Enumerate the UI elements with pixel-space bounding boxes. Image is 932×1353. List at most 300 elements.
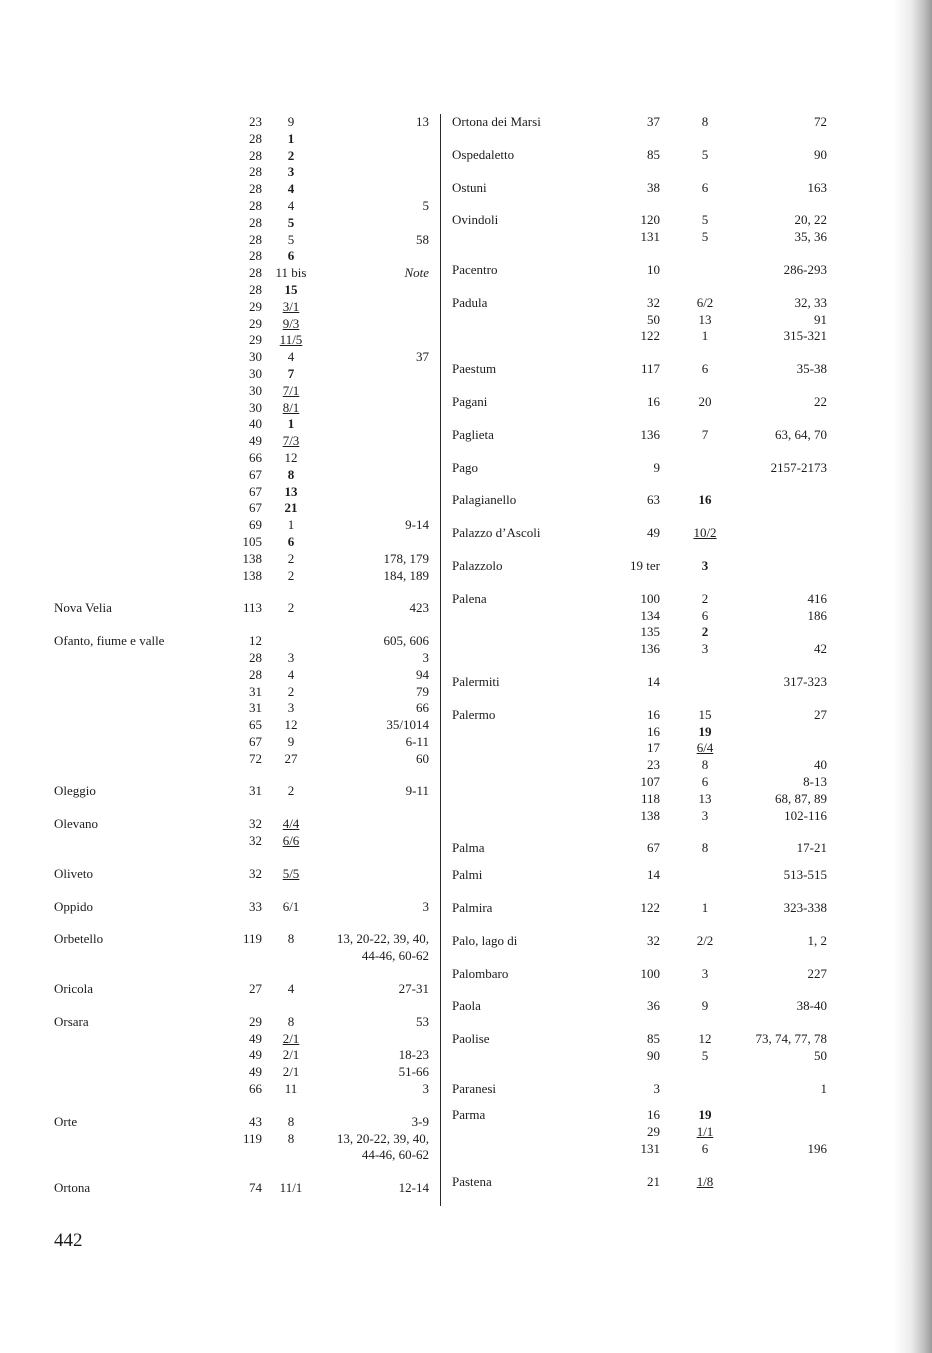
entry-reference-row (452, 740, 830, 757)
volume-number: 16 (647, 723, 660, 739)
page-reference: 73, 74, 77, 78 (755, 1031, 827, 1047)
entry-reference-row (54, 517, 432, 534)
entry-place-name: Palagianello (452, 492, 517, 508)
volume-number: 23 (647, 757, 660, 773)
volume-number: 37 (647, 114, 660, 129)
issue-number: 2 (287, 147, 295, 163)
issue-number: 2/1 (282, 1064, 300, 1080)
page-reference: 35, 36 (794, 229, 827, 245)
issue-number: 4/4 (282, 816, 300, 832)
index-entry (54, 114, 432, 584)
index-entry (452, 674, 830, 691)
issue-number: 6/1 (282, 898, 300, 914)
issue-number: 1 (287, 130, 295, 146)
page-reference: 1, 2 (807, 932, 827, 948)
index-entry (452, 998, 830, 1015)
issue-number: 12 (284, 449, 298, 465)
volume-number: 23 (249, 114, 262, 129)
entry-place-name: Ovindoli (452, 212, 499, 228)
page-reference: 60 (416, 750, 429, 766)
issue-number: 11 bis (275, 265, 307, 281)
volume-number: 49 (249, 433, 262, 449)
issue-number: 9 (287, 114, 295, 129)
entry-reference-row (452, 1141, 830, 1158)
index-entry (452, 394, 830, 411)
volume-number: 134 (640, 607, 660, 623)
index-entry (452, 492, 830, 509)
issue-number: 2/2 (696, 932, 714, 948)
page-reference: 12-14 (398, 1180, 429, 1196)
entry-place-name: Paglieta (452, 426, 494, 442)
page-reference: 5 (422, 197, 429, 213)
index-entry (452, 361, 830, 378)
issue-number: 2/1 (282, 1030, 300, 1046)
issue-number: 2/1 (282, 1047, 300, 1063)
issue-number: 2 (287, 567, 295, 583)
entry-reference-row (452, 724, 830, 741)
index-entry (452, 147, 830, 164)
index-entry (54, 899, 432, 916)
volume-number: 28 (249, 281, 262, 297)
page-reference: 63, 64, 70 (775, 426, 827, 442)
index-entry (452, 212, 830, 246)
volume-number: 30 (249, 382, 262, 398)
index-entry (452, 1107, 830, 1157)
issue-number: 13 (698, 790, 712, 806)
volume-number: 30 (249, 365, 262, 381)
entry-reference-row (452, 840, 830, 857)
index-entry (452, 1081, 830, 1098)
page-reference: 35-38 (796, 361, 827, 377)
issue-number: 5 (701, 212, 709, 228)
entry-place-name: Pagani (452, 393, 488, 409)
volume-number: 28 (249, 666, 262, 682)
entry-place-name: Palma (452, 840, 485, 856)
page-reference: 323-338 (783, 899, 827, 915)
entry-place-name: Paola (452, 998, 481, 1014)
entry-reference-row (54, 484, 432, 501)
page-reference: 605, 606 (383, 633, 429, 649)
entry-reference-row (54, 981, 432, 998)
volume-number: 66 (249, 449, 262, 465)
issue-number: 13 (698, 311, 712, 327)
issue-number: 19 (698, 723, 712, 739)
volume-number: 43 (249, 1113, 262, 1129)
issue-number: 11/1 (279, 1180, 303, 1196)
entry-reference-row (54, 181, 432, 198)
page-reference: 66 (416, 700, 429, 716)
entry-reference-row (54, 1081, 432, 1098)
volume-number: 131 (640, 229, 660, 245)
page-reference: 13 (416, 114, 429, 129)
entry-place-name: Orbetello (54, 931, 104, 947)
volume-number: 67 (647, 840, 660, 856)
entry-reference-row (452, 295, 830, 312)
entry-reference-row (54, 1180, 432, 1197)
volume-number: 113 (242, 600, 262, 616)
entry-reference-row (452, 114, 830, 131)
index-entry (54, 1180, 432, 1197)
page-reference: 58 (416, 231, 429, 247)
index-entry (452, 295, 830, 345)
entry-reference-row (452, 966, 830, 983)
entry-reference-row (54, 383, 432, 400)
entry-reference-row (54, 866, 432, 883)
entry-reference-row (452, 492, 830, 509)
page-reference: 513-515 (783, 867, 827, 883)
index-entry (452, 262, 830, 279)
page-reference: 18-23 (398, 1047, 429, 1063)
volume-number: 136 (640, 426, 660, 442)
entry-reference-row (54, 299, 432, 316)
page-reference: 286-293 (783, 261, 827, 277)
page-reference: 40 (814, 757, 827, 773)
entry-reference-row (54, 717, 432, 734)
page-reference: 32, 33 (794, 294, 827, 310)
volume-number: 32 (647, 932, 660, 948)
index-entry (452, 114, 830, 131)
entry-place-name: Oleggio (54, 783, 96, 799)
volume-number: 138 (640, 807, 660, 823)
entry-place-name: Palazzolo (452, 557, 503, 573)
entry-place-name: Ortona (54, 1180, 91, 1196)
page-reference: 94 (416, 666, 429, 682)
entry-reference-row (54, 534, 432, 551)
entry-reference-row (452, 1124, 830, 1141)
page-reference: 27 (814, 706, 827, 722)
entry-reference-row (452, 180, 830, 197)
issue-number: 4 (287, 349, 295, 365)
page-reference: 3 (422, 649, 429, 665)
index-entry (452, 427, 830, 444)
volume-number: 100 (640, 590, 660, 606)
issue-number: 15 (284, 281, 298, 297)
entry-reference-row (54, 1047, 432, 1064)
page-reference: 17-21 (796, 840, 827, 856)
entry-place-name: Palena (452, 590, 487, 606)
entry-reference-row (452, 933, 830, 950)
entry-reference-row (54, 1064, 432, 1081)
issue-number: 8 (287, 1013, 295, 1029)
issue-number: 6 (701, 607, 709, 623)
entry-reference-row (452, 900, 830, 917)
entry-reference-row (54, 400, 432, 417)
volume-number: 67 (249, 500, 262, 516)
entry-place-name: Palmi (452, 867, 483, 883)
entry-reference-row (54, 1147, 432, 1164)
entry-place-name: Ofanto, fiume e valle (54, 633, 165, 649)
entry-reference-row (452, 361, 830, 378)
entry-reference-row (452, 262, 830, 279)
entry-reference-row (54, 833, 432, 850)
issue-number: 1/8 (696, 1173, 714, 1189)
issue-number: 6 (701, 361, 709, 377)
volume-number: 69 (249, 517, 262, 533)
issue-number: 9 (701, 998, 709, 1014)
page-reference: 20, 22 (794, 212, 827, 228)
page-reference: 9-14 (405, 517, 429, 533)
page-reference: 163 (807, 179, 827, 195)
volume-number: 50 (647, 311, 660, 327)
entry-reference-row (452, 791, 830, 808)
entry-reference-row (54, 282, 432, 299)
entry-reference-row (452, 624, 830, 641)
issue-number: 20 (698, 393, 712, 409)
page-reference: 102-116 (784, 807, 827, 823)
issue-number: 6/4 (696, 740, 714, 756)
entry-reference-row (54, 416, 432, 433)
issue-number: 1 (287, 416, 295, 432)
page-reference: 186 (807, 607, 827, 623)
entry-place-name: Paolise (452, 1031, 490, 1047)
entry-reference-row (54, 114, 432, 131)
issue-number: 15 (698, 706, 712, 722)
page-reference: 35/1014 (386, 717, 429, 733)
entry-place-name: Palmira (452, 899, 493, 915)
page-reference: 38-40 (796, 998, 827, 1014)
page-reference: 227 (807, 965, 827, 981)
volume-number: 28 (249, 181, 262, 197)
entry-reference-row (54, 164, 432, 181)
issue-number: 12 (698, 1031, 712, 1047)
entry-place-name: Palermiti (452, 673, 500, 689)
page-reference: 3 (422, 898, 429, 914)
issue-number: 6 (701, 1141, 709, 1157)
issue-number: 5 (287, 231, 295, 247)
entry-reference-row (54, 215, 432, 232)
index-entry (452, 840, 830, 857)
issue-number: 8 (287, 931, 295, 947)
index-entry (54, 1014, 432, 1098)
entry-reference-row (452, 1081, 830, 1098)
entry-reference-row (54, 700, 432, 717)
volume-number: 31 (249, 700, 262, 716)
volume-number: 12 (249, 633, 262, 649)
entry-place-name: Paestum (452, 361, 497, 377)
volume-number: 27 (249, 981, 262, 997)
entry-place-name: Ortona dei Marsi (452, 114, 541, 129)
entry-reference-row (54, 684, 432, 701)
volume-number: 28 (249, 214, 262, 230)
issue-number: 11/5 (279, 332, 303, 348)
index-entry (452, 460, 830, 477)
page-reference: 2157-2173 (770, 459, 827, 475)
entry-reference-row (54, 332, 432, 349)
issue-number: 5/5 (282, 865, 300, 881)
volume-number: 136 (640, 641, 660, 657)
volume-number: 49 (249, 1064, 262, 1080)
issue-number: 6/2 (696, 294, 714, 310)
issue-number: 7 (701, 426, 709, 442)
issue-number: 16 (698, 492, 712, 508)
entry-reference-row (54, 148, 432, 165)
page-reference: 317-323 (783, 673, 827, 689)
volume-number: 28 (249, 197, 262, 213)
entry-reference-row (452, 229, 830, 246)
page-reference: 53 (416, 1013, 429, 1029)
volume-number: 16 (647, 706, 660, 722)
volume-number: 49 (249, 1047, 262, 1063)
issue-number: 3 (287, 164, 295, 180)
entry-place-name: Pastena (452, 1173, 492, 1189)
page-reference: Note (404, 265, 429, 281)
volume-number: 138 (242, 550, 262, 566)
volume-number: 85 (647, 146, 660, 162)
entry-reference-row (452, 674, 830, 691)
page-reference: 44-46, 60-62 (361, 948, 429, 964)
issue-number: 3 (701, 557, 709, 573)
volume-number: 122 (640, 328, 660, 344)
index-entry (54, 981, 432, 998)
page-reference: 51-66 (398, 1064, 429, 1080)
entry-reference-row (452, 1048, 830, 1065)
issue-number: 3 (287, 700, 295, 716)
issue-number: 4 (287, 981, 295, 997)
volume-number: 31 (249, 683, 262, 699)
entry-reference-row (452, 808, 830, 825)
volume-number: 67 (249, 733, 262, 749)
page-reference: 37 (416, 349, 429, 365)
entry-place-name: Parma (452, 1107, 486, 1123)
issue-number: 8 (701, 757, 709, 773)
entry-reference-row (54, 650, 432, 667)
entry-place-name: Oppido (54, 898, 93, 914)
volume-number: 28 (249, 248, 262, 264)
entry-reference-row (54, 1014, 432, 1031)
page-reference: 13, 20-22, 39, 40, (336, 1130, 429, 1146)
page-number: 442 (54, 1230, 83, 1251)
volume-number: 31 (249, 783, 262, 799)
page-reference: 178, 179 (383, 550, 429, 566)
entry-reference-row (54, 1131, 432, 1148)
issue-number: 4 (287, 197, 295, 213)
volume-number: 105 (242, 533, 262, 549)
entry-place-name: Ospedaletto (452, 146, 515, 162)
index-entry (452, 1031, 830, 1065)
entry-reference-row (54, 633, 432, 650)
entry-reference-row (54, 734, 432, 751)
entry-reference-row (452, 525, 830, 542)
issue-number: 6 (701, 179, 709, 195)
issue-number: 8 (287, 1113, 295, 1129)
page-reference: 91 (814, 311, 827, 327)
issue-number: 8 (287, 1130, 295, 1146)
entry-reference-row (452, 427, 830, 444)
entry-reference-row (452, 1174, 830, 1191)
entry-reference-row (54, 232, 432, 249)
volume-number: 131 (640, 1141, 660, 1157)
entry-place-name: Pacentro (452, 261, 498, 277)
entry-reference-row (54, 816, 432, 833)
entry-reference-row (452, 1031, 830, 1048)
index-entry (54, 816, 432, 850)
volume-number: 63 (647, 492, 660, 508)
volume-number: 29 (249, 315, 262, 331)
volume-number: 32 (249, 865, 262, 881)
entry-reference-row (452, 558, 830, 575)
issue-number: 2 (287, 683, 295, 699)
issue-number: 10/2 (693, 525, 717, 541)
entry-reference-row (54, 450, 432, 467)
issue-number: 8 (287, 466, 295, 482)
issue-number: 1 (287, 517, 295, 533)
entry-reference-row (452, 641, 830, 658)
entry-reference-row (452, 460, 830, 477)
issue-number: 7 (287, 365, 295, 381)
entry-place-name: Olevano (54, 816, 99, 832)
issue-number: 8 (701, 840, 709, 856)
volume-number: 119 (242, 931, 262, 947)
entry-reference-row (54, 948, 432, 965)
volume-number: 29 (249, 332, 262, 348)
issue-number: 6/6 (282, 833, 300, 849)
entry-reference-row (54, 751, 432, 768)
volume-number: 33 (249, 898, 262, 914)
issue-number: 7/3 (282, 433, 300, 449)
entry-reference-row (54, 568, 432, 585)
entry-reference-row (54, 248, 432, 265)
index-entry (452, 558, 830, 575)
index-entry (452, 180, 830, 197)
entry-place-name: Palermo (452, 706, 496, 722)
page-reference: 3 (422, 1081, 429, 1097)
volume-number: 85 (647, 1031, 660, 1047)
entry-reference-row (452, 312, 830, 329)
entry-place-name: Ostuni (452, 179, 487, 195)
page-reference: 72 (814, 114, 827, 129)
entry-place-name: Padula (452, 294, 488, 310)
entry-reference-row (54, 316, 432, 333)
entry-place-name: Paranesi (452, 1080, 497, 1096)
entry-reference-row (452, 328, 830, 345)
issue-number: 6 (287, 533, 295, 549)
issue-number: 9 (287, 733, 295, 749)
issue-number: 6 (701, 773, 709, 789)
volume-number: 67 (249, 466, 262, 482)
entry-reference-row (54, 265, 432, 282)
volume-number: 3 (653, 1080, 660, 1096)
issue-number: 13 (284, 483, 298, 499)
index-entry (452, 1174, 830, 1191)
issue-number: 1/1 (696, 1124, 714, 1140)
volume-number: 14 (647, 867, 660, 883)
volume-number: 120 (640, 212, 660, 228)
entry-reference-row (54, 433, 432, 450)
entry-reference-row (452, 867, 830, 884)
index-entry (54, 633, 432, 767)
page-reference: 416 (807, 590, 827, 606)
volume-number: 29 (249, 298, 262, 314)
volume-number: 118 (640, 790, 660, 806)
volume-number: 21 (647, 1173, 660, 1189)
volume-number: 65 (249, 717, 262, 733)
entry-place-name: Orte (54, 1113, 78, 1129)
volume-number: 90 (647, 1047, 660, 1063)
index-entry (452, 591, 830, 658)
left-index-column (54, 114, 432, 1197)
volume-number: 72 (249, 750, 262, 766)
entry-reference-row (452, 757, 830, 774)
index-entry (54, 600, 432, 617)
issue-number: 5 (287, 214, 295, 230)
column-divider (440, 114, 441, 1206)
issue-number: 3 (287, 649, 295, 665)
entry-place-name: Pago (452, 459, 478, 475)
issue-number: 3 (701, 641, 709, 657)
entry-place-name: Palazzo d’Ascoli (452, 525, 541, 541)
volume-number: 9 (653, 459, 660, 475)
issue-number: 2 (701, 624, 709, 640)
